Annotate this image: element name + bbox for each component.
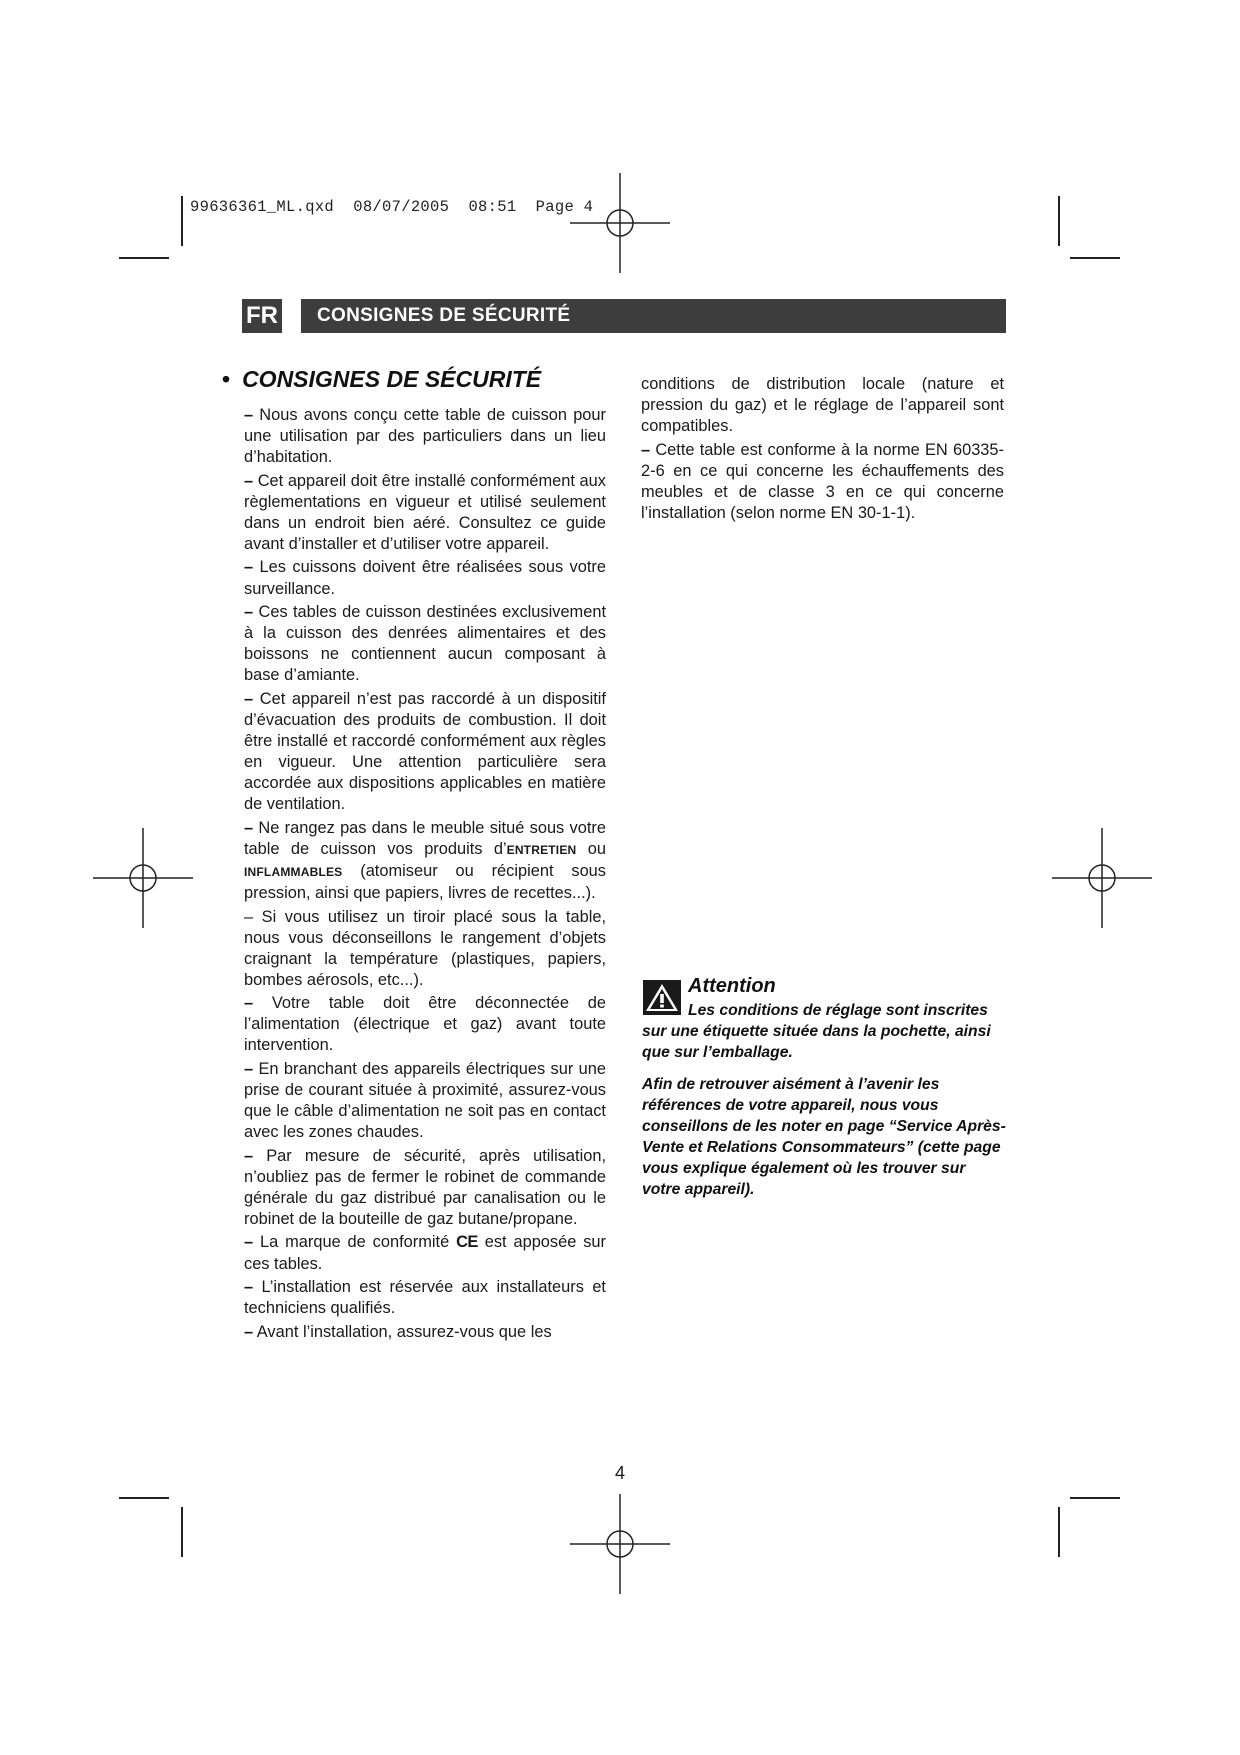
crop-mark bbox=[181, 196, 183, 246]
registration-mark-icon bbox=[570, 173, 670, 273]
list-item: conditions de distribution locale (nature et pression du gaz) et le réglage de l’appareil sont compatibles. bbox=[641, 375, 1004, 436]
list-item: – Cette table est conforme à la norme EN 60335-2-6 en ce qui concerne les échauffements des meubles et de classe 3 en ce qui concerne l’installation (selon norme EN 30-1-1). bbox=[641, 440, 1004, 522]
ce-mark: CE bbox=[456, 1233, 478, 1252]
header-title: CONSIGNES DE SÉCURITÉ bbox=[317, 305, 571, 326]
section-title bbox=[222, 366, 541, 393]
page-number: 4 bbox=[614, 1463, 625, 1483]
list-item: – En branchant des appareils électriques sur une prise de courant située à proximité, assurez-vous que le câble d’alimentation ne soit pas en contact avec les zones chaudes. bbox=[244, 1059, 606, 1142]
list-item: – Les cuissons doivent être réalisées sous votre surveillance. bbox=[244, 558, 606, 598]
list-item: – Nous avons conçu cette table de cuisson pour une utilisation par des particuliers dans un lieu d’habitation. bbox=[244, 406, 606, 467]
list-item: – Par mesure de sécurité, après utilisation, n’oubliez pas de fermer le robinet de commande générale du gaz distribué par canalisation ou le robinet de la bouteille de gaz butane/propane. bbox=[244, 1146, 606, 1228]
bullet: • bbox=[222, 366, 231, 392]
language-badge: FR bbox=[242, 299, 282, 333]
list-item: – Ces tables de cuisson destinées exclusivement à la cuisson des denrées alimentaires et des boissons ne contiennent aucun composant à base d’amiante. bbox=[244, 603, 606, 685]
list-item: – Avant l’installation, assurez-vous que les bbox=[244, 1322, 552, 1341]
crop-mark bbox=[1070, 1497, 1120, 1499]
list-item-storage: – Ne rangez pas dans le meuble situé sous votre table de cuisson vos produits d’ENTRETIEN ou INFLAMMABLES (atomiseur ou récipient sous pression, ainsi que papiers, livres de recettes...). bbox=[244, 818, 606, 903]
left-column bbox=[244, 405, 606, 1345]
registration-mark-icon bbox=[1052, 828, 1152, 928]
list-item: – Votre table doit être déconnectée de l’alimentation (électrique et gaz) avant toute intervention. bbox=[244, 994, 606, 1055]
list-item-ce: – La marque de conformité CE est apposée sur ces tables. bbox=[244, 1233, 606, 1273]
list-item-drawer: – Si vous utilisez un tiroir placé sous la table, nous vous déconseillons le rangement d’objets craignant la température (plastiques, papiers, bombes aérosols, etc...). bbox=[244, 907, 606, 989]
crop-mark bbox=[1058, 1507, 1060, 1557]
crop-mark bbox=[119, 257, 169, 259]
registration-mark-icon bbox=[570, 1494, 670, 1594]
attention-title: Attention bbox=[688, 975, 776, 997]
crop-mark bbox=[181, 1507, 183, 1557]
crop-mark bbox=[119, 1497, 169, 1499]
crop-mark bbox=[1058, 196, 1060, 246]
attention-paragraph: Afin de retrouver aisément à l’avenir les références de votre appareil, nous vous conseillons de les noter en page “Service Après-Vente et Relations Consommateurs” (cette page vous explique également où les trouver sur votre appareil). bbox=[642, 1076, 1006, 1198]
crop-mark bbox=[1070, 257, 1120, 259]
list-item: – L’installation est réservée aux installateurs et techniciens qualifiés. bbox=[244, 1278, 606, 1318]
attention-body bbox=[642, 1000, 1007, 1211]
section-title-text: CONSIGNES DE SÉCURITÉ bbox=[242, 366, 542, 392]
print-slug-line: 99636361_ML.qxd 08/07/2005 08:51 Page 4 bbox=[190, 198, 594, 216]
header-bar bbox=[301, 299, 1006, 333]
list-item: – Cet appareil doit être installé conformément aux règlementations en vigueur et utilisé seulement dans un endroit bien aéré. Consultez ce guide avant d’installer et d’utiliser votre appareil. bbox=[244, 471, 606, 553]
right-column bbox=[641, 374, 1004, 526]
attention-paragraph: Les conditions de réglage sont inscrites sur une étiquette située dans la pochette, ainsi que sur l’emballage. bbox=[642, 1002, 991, 1061]
registration-mark-icon bbox=[93, 828, 193, 928]
list-item: – Cet appareil n’est pas raccordé à un dispositif d’évacuation des produits de combustion. Il doit être installé et raccordé conformément aux règles en vigueur. Une attention particulière sera accordée aux dispositions applicables en matière de ventilation. bbox=[244, 689, 606, 814]
